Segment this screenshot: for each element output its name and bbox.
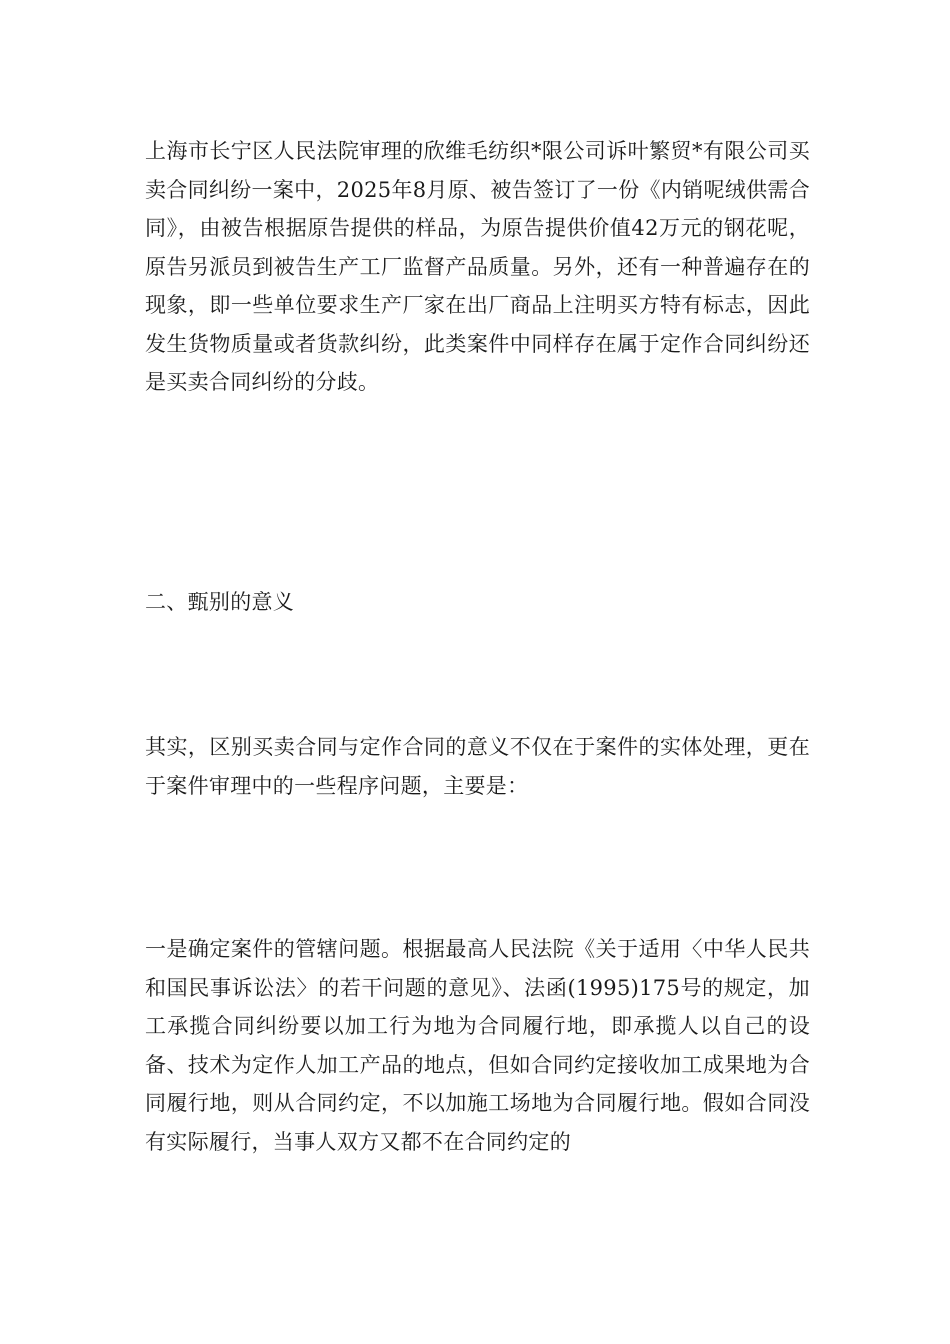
- paragraph-significance: 其实，区别买卖合同与定作合同的意义不仅在于案件的实体处理，更在于案件审理中的一些程序问题，主要是：: [145, 735, 810, 798]
- paragraph-case-example: 上海市长宁区人民法院审理的欣维毛纺织*限公司诉叶繁贸*有限公司买卖合同纠纷一案中，2025年8月原、被告签订了一份《内销呢绒供需合同》，由被告根据原告提供的样品，为原告提供价值42万元的钢花呢，原告另派员到被告生产工厂监督产品质量。另外，还有一种普遍存在的现象，即一些单位要求生产厂家在出厂商品上注明买方特有标志，因此发生货物质量或者货款纠纷，此类案件中同样存在属于定作合同纠纷还是买卖合同纠纷的分歧。: [145, 139, 810, 394]
- paragraph-jurisdiction: 一是确定案件的管辖问题。根据最高人民法院《关于适用〈中华人民共和国民事诉讼法〉的若干问题的意见》、法函(1995)175号的规定，加工承揽合同纠纷要以加工行为地为合同履行地，即承揽人以自己的设备、技术为定作人加工产品的地点，但如合同约定接收加工成果地为合同履行地，则从合同约定，不以加施工场地为合同履行地。假如合同没有实际履行，当事人双方又都不在合同约定的: [145, 937, 810, 1154]
- section-heading: 二、甄别的意义: [145, 590, 295, 614]
